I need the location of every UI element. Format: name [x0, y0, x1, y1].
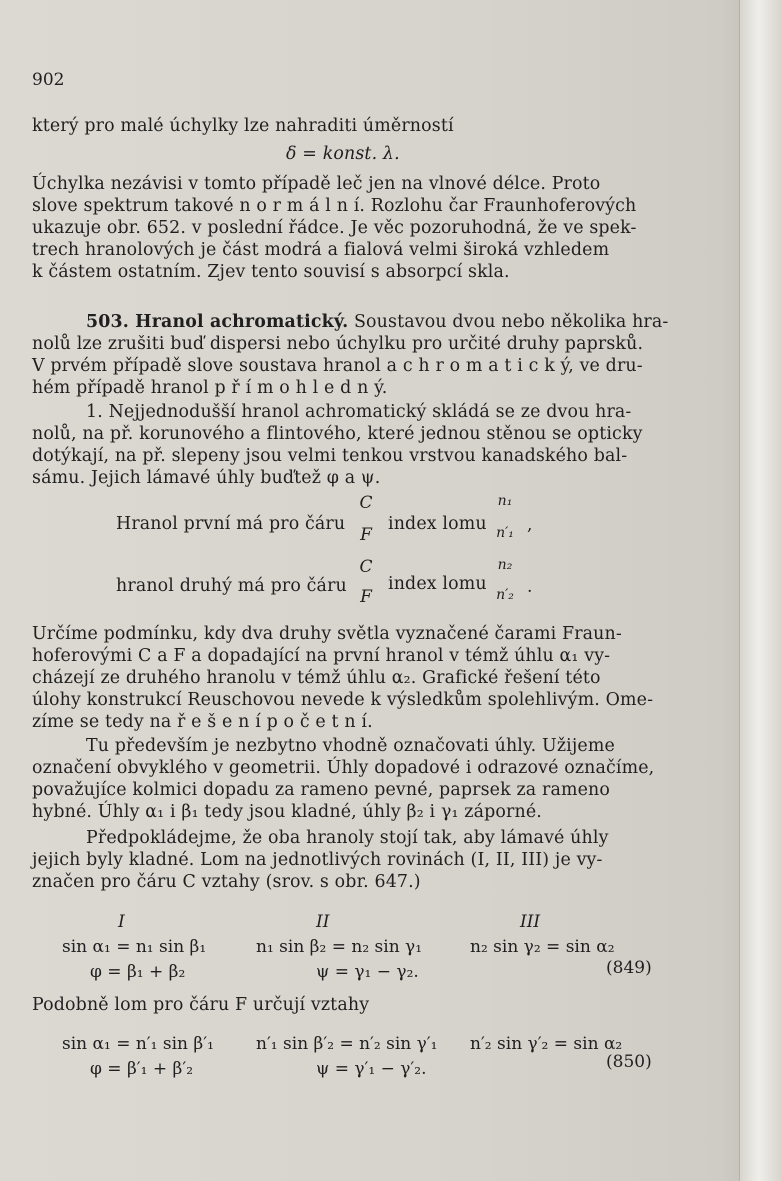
text-line: trech hranolových je část modrá a fialová velmi široká vzhledem	[32, 240, 610, 260]
punctuation: .	[527, 577, 533, 597]
formula-line: δ = konst. λ.	[286, 144, 400, 164]
text-line: nolů, na př. korunového a flintového, které jednou stěnou se opticky	[32, 424, 643, 444]
fraction-denominator: F	[360, 525, 372, 545]
text-line: hybné. Úhly α₁ i β₁ tedy jsou kladné, úhly β₂ i γ₁ záporné.	[32, 802, 542, 822]
text-line: úlohy konstrukcí Reuschovou nevede k výsledkům spolehlivým. Ome-	[32, 690, 654, 710]
fraction-denominator: F	[360, 587, 372, 607]
text-line: hoferovými C a F a dopadající na první hranol v témž úhlu α₁ vy-	[32, 646, 611, 666]
section-heading: 503. Hranol achromatický.	[86, 312, 349, 332]
page-number: 902	[32, 70, 65, 90]
column-heading: III	[520, 912, 541, 932]
text-line: index lomu	[388, 514, 487, 534]
text-line: k částem ostatním. Zjev tento souvisí s absorpcí skla.	[32, 262, 510, 282]
text-line: ukazuje obr. 652. v poslední řádce. Je věc pozoruhodná, že ve spek-	[32, 218, 637, 238]
text-line: jejich byly kladné. Lom na jednotlivých rovinách (I, II, III) je vy-	[32, 850, 603, 870]
text-line: Určíme podmínku, kdy dva druhy světla vyznačené čarami Fraun-	[32, 624, 622, 644]
text-line: který pro malé úchylky lze nahraditi úměrností	[32, 116, 454, 136]
page-edge	[739, 0, 782, 1181]
text-line: zíme se tedy na ř e š e n í p o č e t n í.	[32, 712, 373, 732]
fraction-numerator: C	[359, 493, 373, 513]
text-line: Hranol první má pro čáru	[116, 514, 346, 534]
text-line: slove spektrum takové n o r m á l n í. Rozlohu čar Fraunhoferových	[32, 196, 637, 216]
equation: n′₁ sin β′₂ = n′₂ sin γ′₁	[256, 1034, 438, 1054]
text-line: hranol druhý má pro čáru	[116, 576, 347, 596]
fraction-numerator: C	[359, 557, 373, 577]
text-line: cházejí ze druhého hranolu v témž úhlu α₂. Grafické řešení této	[32, 668, 601, 688]
fraction-denominator: n′₁	[496, 525, 514, 541]
fraction-denominator: n′₂	[496, 587, 514, 603]
equation-number: (849)	[606, 958, 652, 978]
equation: φ = β₁ + β₂	[90, 962, 186, 982]
text-line: hém případě hranol p ř í m o h l e d n ý.	[32, 378, 388, 398]
equation: sin α₁ = n′₁ sin β′₁	[62, 1034, 214, 1054]
equation: φ = β′₁ + β′₂	[90, 1059, 194, 1079]
text-line: považujíce kolmici dopadu za rameno pevné, paprsek za rameno	[32, 780, 611, 800]
equation-number: (850)	[606, 1052, 652, 1072]
text-line: 1. Nejjednodušší hranol achromatický skládá se ze dvou hra-	[86, 402, 632, 422]
equation: n₂ sin γ₂ = sin α₂	[470, 937, 615, 957]
text-line: Tu především je nezbytno vhodně označovati úhly. Užijeme	[86, 736, 615, 756]
text-line: Předpokládejme, že oba hranoly stojí tak, aby lámavé úhly	[86, 828, 609, 848]
text-line: Úchylka nezávisi v tomto případě leč jen na vlnové délce. Proto	[32, 174, 601, 194]
section-heading-line	[86, 314, 668, 331]
text-line: nolů lze zrušiti buď dispersi nebo úchylku pro určité druhy paprsků.	[32, 334, 644, 354]
fraction-numerator: n₂	[497, 557, 513, 573]
text-line: dotýkají, na př. slepeny jsou velmi tenkou vrstvou kanadského bal-	[32, 446, 628, 466]
equation: n′₂ sin γ′₂ = sin α₂	[470, 1034, 623, 1054]
punctuation: ,	[527, 515, 533, 535]
equation: ψ = γ₁ − γ₂.	[316, 962, 419, 982]
equation: n₁ sin β₂ = n₂ sin γ₁	[256, 937, 423, 957]
column-heading: I	[118, 912, 125, 932]
text-line: označení obvyklého v geometrii. Úhly dopadové i odrazové označíme,	[32, 758, 655, 778]
text-fragment: Soustavou dvou nebo několika hra-	[348, 312, 669, 332]
equation: sin α₁ = n₁ sin β₁	[62, 937, 207, 957]
text-line: index lomu	[388, 574, 487, 594]
text-line: Podobně lom pro čáru F určují vztahy	[32, 995, 370, 1015]
text-line: sámu. Jejich lámavé úhly buďtež φ a ψ.	[32, 468, 381, 488]
column-heading: II	[316, 912, 330, 932]
text-line: značen pro čáru C vztahy (srov. s obr. 647.)	[32, 872, 421, 892]
equation: ψ = γ′₁ − γ′₂.	[316, 1059, 427, 1079]
text-line: V prvém případě slove soustava hranol a c h r o m a t i c k ý, ve dru-	[32, 356, 643, 376]
fraction-numerator: n₁	[497, 493, 513, 509]
